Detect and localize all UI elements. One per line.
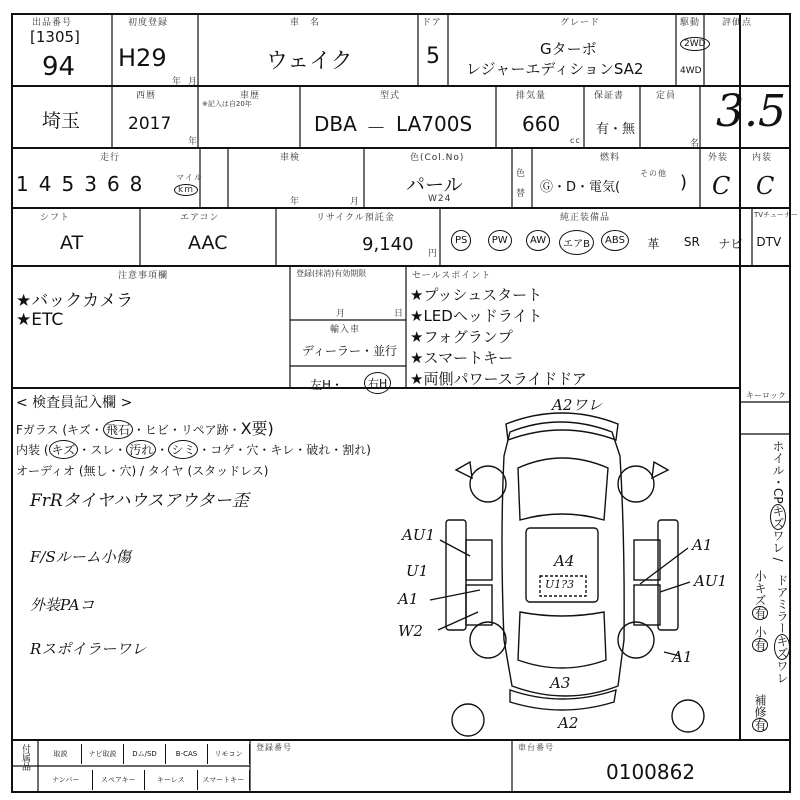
interior-line: 内装 ( キズ ・スレ・ 汚れ ・ シミ ・コゲ・穴・キレ・破れ・割れ) [16, 440, 371, 459]
accessory-row-bottom [40, 770, 250, 790]
mark-right-1: A1 [692, 536, 713, 554]
inspector-title: < 検査員記入欄 > [16, 395, 133, 411]
import-type: ディーラー・並行 [302, 344, 398, 358]
chassis-label: 車台番号 [518, 743, 554, 752]
handle-right: 右H [364, 372, 391, 394]
mark-center-1: A4 [554, 552, 575, 570]
year-unit: 年 [188, 137, 199, 147]
fuel-close: ) [680, 172, 688, 193]
lot-number: [1305] [30, 28, 80, 46]
year-label: 西暦 [136, 91, 157, 101]
glass-mark: X要) [240, 419, 274, 438]
import-label: 輸入車 [330, 325, 361, 335]
color-label: 色(Col.No) [410, 153, 465, 163]
interior-grade: C [756, 172, 775, 200]
exhibit-number: 94 [42, 52, 76, 82]
handwritten-note-2: F/Sルーム小傷 [30, 548, 131, 566]
door-count: 5 [426, 44, 440, 69]
first-reg-label: 初度登録 [128, 18, 169, 28]
chassis-number: 0100862 [606, 760, 696, 784]
recycle-unit: 円 [428, 249, 439, 259]
capacity-unit: 名 [690, 139, 701, 149]
accessory-item: 取説 [40, 744, 82, 764]
mark-left-3: A1 [398, 590, 419, 608]
model-prefix: DBA [314, 112, 357, 136]
mileage-label: 走行 [100, 153, 121, 163]
interior-stain: シミ [168, 440, 198, 459]
glass-circled: 飛石 [103, 420, 133, 439]
exterior-grade: C [712, 172, 731, 200]
accessory-label: 付属品 [20, 744, 30, 771]
drive-2wd: 2WD [680, 37, 710, 51]
warranty-label: 保証書 [594, 91, 625, 101]
displacement-unit: cc [570, 136, 581, 145]
first-reg-value: H29 [118, 44, 167, 72]
color: パール [406, 174, 463, 196]
equip-item [519, 230, 557, 251]
equip-item [596, 230, 634, 251]
displacement: 660 [522, 112, 561, 136]
exterior-label: 外装 [708, 153, 729, 163]
accessory-item: スマートキー [198, 770, 251, 790]
accessory-item: ナビ取説 [82, 744, 124, 764]
first-reg-year-unit: 年 [172, 77, 183, 87]
capacity-label: 定員 [656, 91, 677, 101]
accessory-item: キーレス [145, 770, 198, 790]
mark-left-1: AU1 [402, 526, 436, 544]
mark-rear-2: A2 [558, 714, 579, 732]
glass-line: Fガラス (キズ・ 飛石 ・ヒビ・リペア跡・X要) [16, 419, 274, 438]
audio-line: オーディオ (無し・穴) / タイヤ (スタッドレス) [16, 464, 269, 478]
grade-line2: レジャーエディションSA2 [466, 60, 644, 78]
model-code: LA700S [396, 112, 473, 136]
interior-scratch: キズ [49, 440, 79, 459]
fuel-label: 燃料 [600, 153, 621, 163]
recycle-fee: 9,140 [362, 234, 414, 255]
equip-item [750, 230, 788, 249]
car-name-label: 車 名 [290, 18, 321, 28]
accessory-item: スペアキー [93, 770, 146, 790]
model-year: 2017 [128, 114, 172, 134]
inspection-history-label: 車歴 [240, 91, 261, 101]
door-label: ドア [422, 18, 442, 28]
drive-4wd: 4WD [680, 66, 702, 76]
tv-tuner-label: TVチューナー [754, 211, 798, 219]
mirror-scratch: キズ [775, 635, 789, 659]
mark-right-2: AU1 [694, 572, 728, 590]
caution-item-2: ★ETC [16, 310, 64, 330]
accessory-item: Dム/SD [124, 744, 166, 764]
inspection-history-sub: ※記入は自20年 [202, 100, 252, 108]
shaken-year-unit: 年 [290, 197, 301, 207]
model-label: 型式 [380, 91, 401, 101]
equip-item [711, 230, 749, 252]
equip-item [673, 230, 711, 249]
equip-item [442, 230, 480, 251]
reg-expiry-label: 登録(抹消)有効期限 [296, 269, 367, 278]
sales-item-5: ★両側パワースライドドア [410, 370, 587, 388]
grade-label: グレード [560, 18, 601, 28]
recolor-label-2: 替 [516, 189, 527, 199]
lot-label: 出品番号 [32, 18, 73, 28]
caution-item-1: ★バックカメラ [16, 291, 134, 311]
warranty: 有・無 [596, 122, 636, 137]
reg-day: 日 [394, 309, 405, 319]
equip-label: SR [683, 235, 700, 249]
mark-left-4: W2 [398, 622, 423, 640]
mark-front: A2ワレ [552, 396, 603, 414]
mark-rear-1: A3 [550, 674, 571, 692]
equip-label: ABS [601, 230, 629, 251]
reg-no-label: 登録番号 [256, 743, 292, 752]
model-dash: － [366, 116, 386, 140]
first-reg-month-unit: 月 [188, 77, 199, 87]
equip-item [557, 230, 595, 255]
recolor-label-1: 色 [516, 169, 527, 179]
accessory-row-top [40, 744, 250, 764]
accessory-item: リモコン [208, 744, 250, 764]
mirror-has: 有 [753, 639, 767, 651]
handwritten-note-1: FrRタイヤハウスアウター歪 [30, 491, 249, 511]
equip-item [480, 230, 518, 251]
equip-label: PS [451, 230, 471, 251]
shift-label: シフト [40, 213, 71, 223]
mark-center-2: U1?3 [545, 578, 575, 591]
fuel-type: Ⓖ・D・電気( [540, 180, 621, 195]
equip-label: AW [526, 230, 550, 251]
mirror-small: 小有 [753, 626, 767, 651]
mileage-unit-mile: マイル [176, 173, 203, 182]
mileage-digits: 1 4 5 3 6 8 [16, 172, 143, 196]
recycle-label: リサイクル預託金 [316, 213, 395, 223]
color-code: W24 [428, 194, 452, 204]
wheel-scratch: キズ [771, 504, 785, 529]
sales-item-3: ★フォグランプ [410, 328, 513, 346]
equip-item [634, 230, 672, 252]
score-value: 3.5 [716, 86, 786, 137]
wheel-small: 小キズ有 [753, 570, 767, 619]
equip-label: DTV [756, 235, 782, 249]
door-mirror: ドアミラーキズワレ [775, 574, 789, 684]
sales-item-4: ★スマートキー [410, 349, 514, 367]
mark-left-2: U1 [406, 562, 429, 580]
ac-label: エアコン [180, 213, 220, 223]
equip-label: エアB [559, 230, 594, 255]
grade-line1: Gターボ [540, 40, 597, 58]
car-name: ウェイク [266, 49, 353, 74]
sales-item-1: ★プッシュスタート [410, 286, 543, 304]
equip-label: PW [488, 230, 512, 251]
sales-label: セールスポイント [412, 271, 492, 281]
equip-label: 純正装備品 [560, 213, 611, 223]
repair-has: 有 [753, 719, 767, 731]
displacement-label: 排気量 [516, 91, 547, 101]
score-label: 評価点 [722, 18, 753, 28]
interior-label: 内装 [752, 153, 773, 163]
equipment-list [442, 230, 788, 258]
sales-item-2: ★LEDヘッドライト [410, 307, 543, 325]
accessory-item: ナンバー [40, 770, 93, 790]
region: 埼玉 [42, 110, 81, 132]
fuel-other-label: その他 [640, 169, 667, 178]
keylock-label: キーロック [746, 391, 786, 400]
handwritten-note-4: Rスポイラーワレ [30, 640, 147, 658]
handwritten-note-3: 外装PAコ [30, 596, 95, 614]
interior-dirt: 汚れ [126, 440, 156, 459]
handle-left: 左H・ [310, 378, 344, 392]
shaken-month-unit: 月 [350, 197, 361, 207]
wheel-has: 有 [753, 607, 767, 619]
shaken-label: 車検 [280, 153, 301, 163]
mileage-unit-km: km [174, 184, 198, 196]
ac: AAC [188, 232, 228, 254]
reg-month: 月 [336, 309, 347, 319]
mark-right-3: A1 [672, 648, 693, 666]
accessory-item: B-CAS [166, 744, 208, 764]
equip-label: 革 [647, 237, 660, 251]
wheel-cp: ホイル・CPキズワレ / [771, 440, 785, 562]
repair: 補修有 [753, 694, 767, 731]
shift: AT [60, 232, 84, 254]
drive-label: 駆動 [680, 18, 701, 28]
caution-label: 注意事項欄 [118, 271, 169, 281]
equip-label: ナビ [718, 237, 743, 251]
